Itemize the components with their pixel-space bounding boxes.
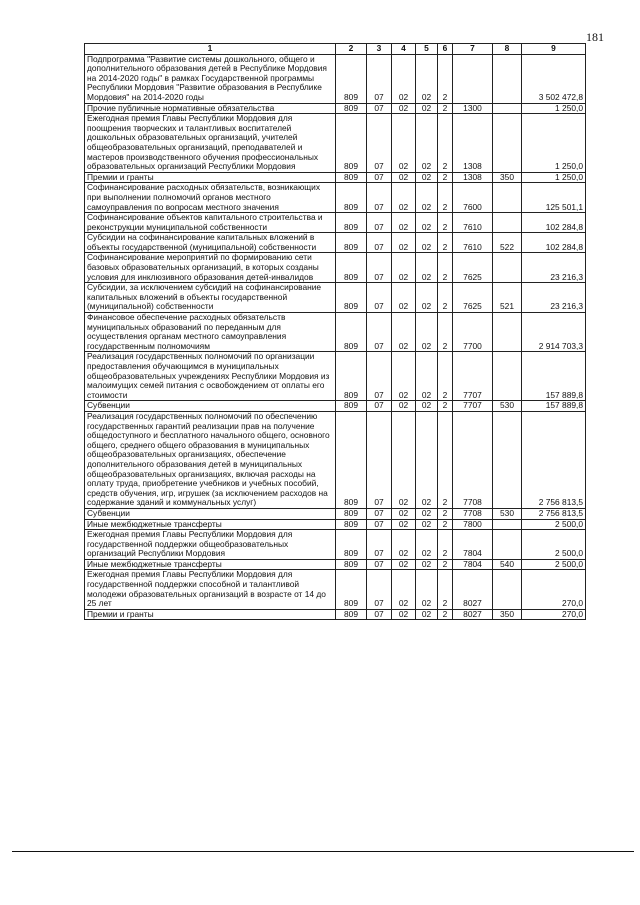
code-admin-cell: 809 bbox=[336, 411, 367, 508]
header-cell: 1 bbox=[85, 44, 336, 55]
code-admin-cell: 809 bbox=[336, 283, 367, 313]
code-subsection-cell: 02 bbox=[392, 114, 416, 173]
row-name-cell: Софинансирование расходных обязательств, возникающих при выполнении полномочий органов местного самоуправления по вопросам местного значения bbox=[85, 183, 336, 213]
code-subsection-cell: 02 bbox=[392, 559, 416, 570]
code-program-cell: 02 bbox=[416, 114, 438, 173]
code-expense-type-cell bbox=[493, 103, 522, 114]
code-admin-cell: 809 bbox=[336, 103, 367, 114]
table-row bbox=[85, 233, 586, 253]
code-subsection-cell: 02 bbox=[392, 609, 416, 620]
code-admin-cell: 809 bbox=[336, 530, 367, 560]
code-program-cell: 02 bbox=[416, 103, 438, 114]
code-program-cell: 02 bbox=[416, 183, 438, 213]
code-subsection-cell: 02 bbox=[392, 233, 416, 253]
code-direction-cell: 7600 bbox=[453, 183, 493, 213]
code-direction-cell: 1308 bbox=[453, 114, 493, 173]
row-name-cell: Подпрограмма "Развитие системы дошкольного, общего и дополнительного образования детей в Республике Мордовия на 2014-2020 годы" в рамках Государственной программы Республики Мордовия "Развитие образования в Республике Мордовия" на 2014-2020 годы bbox=[85, 54, 336, 103]
code-section-cell: 07 bbox=[367, 609, 392, 620]
code-program-cell: 02 bbox=[416, 508, 438, 519]
code-admin-cell: 809 bbox=[336, 559, 367, 570]
code-program-cell: 02 bbox=[416, 283, 438, 313]
header-cell: 2 bbox=[336, 44, 367, 55]
row-name-cell: Реализация государственных полномочий по организации предоставления обучающимся в муниципальных общеобразовательных учреждениях Республики Мордовия из малоимущих семей питания с освобождением от оплаты его стоимости bbox=[85, 352, 336, 401]
code-subsection-cell: 02 bbox=[392, 401, 416, 412]
code-expense-type-cell bbox=[493, 352, 522, 401]
code-program-cell: 02 bbox=[416, 233, 438, 253]
code-expense-type-cell bbox=[493, 411, 522, 508]
code-direction-cell: 7708 bbox=[453, 411, 493, 508]
row-name-cell: Субсидии на софинансирование капитальных вложений в объекты государственной (муниципальной) собственности bbox=[85, 233, 336, 253]
code-program-cell: 02 bbox=[416, 609, 438, 620]
code-direction-cell: 7610 bbox=[453, 233, 493, 253]
code-section-cell: 07 bbox=[367, 559, 392, 570]
code-subprogram-cell: 2 bbox=[438, 411, 453, 508]
code-direction-cell: 1300 bbox=[453, 103, 493, 114]
row-name-cell: Финансовое обеспечение расходных обязательств муниципальных образований по переданным для осуществления органам местного самоуправления государственным полномочиям bbox=[85, 313, 336, 352]
row-name-cell: Премии и гранты bbox=[85, 172, 336, 183]
table-row bbox=[85, 559, 586, 570]
code-direction-cell bbox=[453, 54, 493, 103]
table-row bbox=[85, 54, 586, 103]
code-program-cell: 02 bbox=[416, 313, 438, 352]
code-program-cell: 02 bbox=[416, 411, 438, 508]
code-subsection-cell: 02 bbox=[392, 213, 416, 233]
row-name-cell: Субвенции bbox=[85, 508, 336, 519]
code-expense-type-cell bbox=[493, 530, 522, 560]
amount-cell: 2 756 813,5 bbox=[522, 508, 586, 519]
code-expense-type-cell bbox=[493, 213, 522, 233]
table-row bbox=[85, 570, 586, 609]
amount-cell: 2 500,0 bbox=[522, 519, 586, 530]
code-section-cell: 07 bbox=[367, 352, 392, 401]
row-name-cell: Ежегодная премия Главы Республики Мордовия для государственной поддержки способной и талантливой молодежи образовательных организаций в возрасте от 14 до 25 лет bbox=[85, 570, 336, 609]
page-number: 181 bbox=[586, 30, 604, 44]
amount-cell: 1 250,0 bbox=[522, 103, 586, 114]
amount-cell: 1 250,0 bbox=[522, 114, 586, 173]
row-name-cell: Софинансирование мероприятий по формированию сети базовых образовательных организаций, в которых созданы условия для инклюзивного образования детей-инвалидов bbox=[85, 253, 336, 283]
amount-cell: 125 501,1 bbox=[522, 183, 586, 213]
code-section-cell: 07 bbox=[367, 570, 392, 609]
code-subprogram-cell: 2 bbox=[438, 519, 453, 530]
code-program-cell: 02 bbox=[416, 172, 438, 183]
code-admin-cell: 809 bbox=[336, 352, 367, 401]
code-program-cell: 02 bbox=[416, 570, 438, 609]
table-row bbox=[85, 609, 586, 620]
row-name-cell: Субсидии, за исключением субсидий на софинансирование капитальных вложений в объекты государственной (муниципальной) собственности bbox=[85, 283, 336, 313]
amount-cell: 1 250,0 bbox=[522, 172, 586, 183]
table-row bbox=[85, 253, 586, 283]
code-direction-cell: 8027 bbox=[453, 570, 493, 609]
code-section-cell: 07 bbox=[367, 54, 392, 103]
code-direction-cell: 7625 bbox=[453, 283, 493, 313]
row-name-cell: Ежегодная премия Главы Республики Мордовия для поощрения творческих и талантливых воспитателей дошкольных образовательных организаций, учителей общеобразовательных организаций, преподавателей и мастеров производственного обучения профессиональных образовательных организаций Республики Мордовия bbox=[85, 114, 336, 173]
code-expense-type-cell bbox=[493, 54, 522, 103]
code-subsection-cell: 02 bbox=[392, 519, 416, 530]
row-name-cell: Субвенции bbox=[85, 401, 336, 412]
header-cell: 9 bbox=[522, 44, 586, 55]
table-row bbox=[85, 172, 586, 183]
code-section-cell: 07 bbox=[367, 183, 392, 213]
code-section-cell: 07 bbox=[367, 401, 392, 412]
code-program-cell: 02 bbox=[416, 559, 438, 570]
code-section-cell: 07 bbox=[367, 530, 392, 560]
code-admin-cell: 809 bbox=[336, 570, 367, 609]
code-expense-type-cell bbox=[493, 183, 522, 213]
row-name-cell: Иные межбюджетные трансферты bbox=[85, 519, 336, 530]
code-direction-cell: 7610 bbox=[453, 213, 493, 233]
code-subprogram-cell: 2 bbox=[438, 352, 453, 401]
code-subsection-cell: 02 bbox=[392, 530, 416, 560]
code-direction-cell: 7707 bbox=[453, 352, 493, 401]
code-subprogram-cell: 2 bbox=[438, 253, 453, 283]
code-direction-cell: 7804 bbox=[453, 559, 493, 570]
code-expense-type-cell: 530 bbox=[493, 401, 522, 412]
row-name-cell: Премии и гранты bbox=[85, 609, 336, 620]
code-subprogram-cell: 2 bbox=[438, 54, 453, 103]
header-cell: 3 bbox=[367, 44, 392, 55]
code-program-cell: 02 bbox=[416, 401, 438, 412]
code-admin-cell: 809 bbox=[336, 609, 367, 620]
table-row bbox=[85, 213, 586, 233]
amount-cell: 157 889,8 bbox=[522, 401, 586, 412]
amount-cell: 2 500,0 bbox=[522, 530, 586, 560]
header-cell: 6 bbox=[438, 44, 453, 55]
code-subsection-cell: 02 bbox=[392, 172, 416, 183]
code-section-cell: 07 bbox=[367, 172, 392, 183]
code-section-cell: 07 bbox=[367, 411, 392, 508]
code-subprogram-cell: 2 bbox=[438, 401, 453, 412]
code-subprogram-cell: 2 bbox=[438, 313, 453, 352]
code-direction-cell: 1308 bbox=[453, 172, 493, 183]
code-expense-type-cell: 350 bbox=[493, 609, 522, 620]
table-row bbox=[85, 283, 586, 313]
code-section-cell: 07 bbox=[367, 213, 392, 233]
amount-cell: 2 500,0 bbox=[522, 559, 586, 570]
code-direction-cell: 7800 bbox=[453, 519, 493, 530]
code-program-cell: 02 bbox=[416, 519, 438, 530]
code-subprogram-cell: 2 bbox=[438, 103, 453, 114]
code-subsection-cell: 02 bbox=[392, 283, 416, 313]
code-subsection-cell: 02 bbox=[392, 313, 416, 352]
row-name-cell: Иные межбюджетные трансферты bbox=[85, 559, 336, 570]
code-direction-cell: 7625 bbox=[453, 253, 493, 283]
header-row bbox=[85, 44, 586, 55]
code-subprogram-cell: 2 bbox=[438, 213, 453, 233]
header-cell: 4 bbox=[392, 44, 416, 55]
code-direction-cell: 7804 bbox=[453, 530, 493, 560]
table-row bbox=[85, 313, 586, 352]
code-subsection-cell: 02 bbox=[392, 411, 416, 508]
table-row bbox=[85, 530, 586, 560]
code-program-cell: 02 bbox=[416, 54, 438, 103]
table-row bbox=[85, 519, 586, 530]
code-admin-cell: 809 bbox=[336, 233, 367, 253]
code-admin-cell: 809 bbox=[336, 172, 367, 183]
table-row bbox=[85, 508, 586, 519]
code-subprogram-cell: 2 bbox=[438, 114, 453, 173]
code-section-cell: 07 bbox=[367, 283, 392, 313]
amount-cell: 102 284,8 bbox=[522, 233, 586, 253]
row-name-cell: Ежегодная премия Главы Республики Мордовия для государственной поддержки общеобразовательных организаций Республики Мордовия bbox=[85, 530, 336, 560]
code-program-cell: 02 bbox=[416, 213, 438, 233]
code-section-cell: 07 bbox=[367, 114, 392, 173]
code-admin-cell: 809 bbox=[336, 213, 367, 233]
row-name-cell: Софинансирование объектов капитального строительства и реконструкции муниципальной собственности bbox=[85, 213, 336, 233]
code-program-cell: 02 bbox=[416, 530, 438, 560]
code-admin-cell: 809 bbox=[336, 401, 367, 412]
amount-cell: 270,0 bbox=[522, 609, 586, 620]
row-name-cell: Реализация государственных полномочий по обеспечению государственных гарантий реализации прав на получение общедоступного и бесплатного начального общего, основного общего, среднего общего образования в муниципальных общеобразовательных организациях, обеспечение дополнительного образования детей в муниципальных общеобразовательных организациях, включая расходы на оплату труда, приобретение учебников и учебных пособий, средств обучения, игр, игрушек (за исключением расходов на содержание зданий и коммунальных услуг) bbox=[85, 411, 336, 508]
code-direction-cell: 7700 bbox=[453, 313, 493, 352]
code-expense-type-cell bbox=[493, 253, 522, 283]
code-program-cell: 02 bbox=[416, 253, 438, 283]
code-section-cell: 07 bbox=[367, 233, 392, 253]
code-section-cell: 07 bbox=[367, 508, 392, 519]
code-expense-type-cell bbox=[493, 570, 522, 609]
amount-cell: 102 284,8 bbox=[522, 213, 586, 233]
code-expense-type-cell: 521 bbox=[493, 283, 522, 313]
row-name-cell: Прочие публичные нормативные обязательства bbox=[85, 103, 336, 114]
code-admin-cell: 809 bbox=[336, 313, 367, 352]
code-subprogram-cell: 2 bbox=[438, 559, 453, 570]
amount-cell: 3 502 472,8 bbox=[522, 54, 586, 103]
code-direction-cell: 7707 bbox=[453, 401, 493, 412]
code-admin-cell: 809 bbox=[336, 508, 367, 519]
amount-cell: 2 756 813,5 bbox=[522, 411, 586, 508]
code-expense-type-cell: 540 bbox=[493, 559, 522, 570]
code-section-cell: 07 bbox=[367, 253, 392, 283]
code-admin-cell: 809 bbox=[336, 183, 367, 213]
code-admin-cell: 809 bbox=[336, 114, 367, 173]
table-body bbox=[85, 54, 586, 620]
code-program-cell: 02 bbox=[416, 352, 438, 401]
header-cell: 7 bbox=[453, 44, 493, 55]
table-row bbox=[85, 411, 586, 508]
table-row bbox=[85, 183, 586, 213]
code-section-cell: 07 bbox=[367, 103, 392, 114]
page-bottom-rule bbox=[12, 851, 634, 852]
code-section-cell: 07 bbox=[367, 313, 392, 352]
code-subprogram-cell: 2 bbox=[438, 508, 453, 519]
code-direction-cell: 8027 bbox=[453, 609, 493, 620]
code-expense-type-cell: 530 bbox=[493, 508, 522, 519]
amount-cell: 2 914 703,3 bbox=[522, 313, 586, 352]
code-subsection-cell: 02 bbox=[392, 508, 416, 519]
code-admin-cell: 809 bbox=[336, 253, 367, 283]
code-subprogram-cell: 2 bbox=[438, 283, 453, 313]
budget-table bbox=[84, 43, 586, 620]
code-subprogram-cell: 2 bbox=[438, 172, 453, 183]
code-subsection-cell: 02 bbox=[392, 183, 416, 213]
code-expense-type-cell: 522 bbox=[493, 233, 522, 253]
code-admin-cell: 809 bbox=[336, 519, 367, 530]
code-subsection-cell: 02 bbox=[392, 54, 416, 103]
table-row bbox=[85, 352, 586, 401]
code-subsection-cell: 02 bbox=[392, 352, 416, 401]
amount-cell: 23 216,3 bbox=[522, 253, 586, 283]
code-expense-type-cell bbox=[493, 313, 522, 352]
amount-cell: 157 889,8 bbox=[522, 352, 586, 401]
code-subsection-cell: 02 bbox=[392, 570, 416, 609]
code-direction-cell: 7708 bbox=[453, 508, 493, 519]
code-expense-type-cell bbox=[493, 519, 522, 530]
amount-cell: 23 216,3 bbox=[522, 283, 586, 313]
header-cell: 5 bbox=[416, 44, 438, 55]
code-subprogram-cell: 2 bbox=[438, 530, 453, 560]
code-expense-type-cell bbox=[493, 114, 522, 173]
code-subprogram-cell: 2 bbox=[438, 609, 453, 620]
header-cell: 8 bbox=[493, 44, 522, 55]
code-subprogram-cell: 2 bbox=[438, 183, 453, 213]
table-row bbox=[85, 401, 586, 412]
code-subprogram-cell: 2 bbox=[438, 233, 453, 253]
code-subsection-cell: 02 bbox=[392, 103, 416, 114]
table-row bbox=[85, 114, 586, 173]
code-section-cell: 07 bbox=[367, 519, 392, 530]
code-expense-type-cell: 350 bbox=[493, 172, 522, 183]
amount-cell: 270,0 bbox=[522, 570, 586, 609]
code-subprogram-cell: 2 bbox=[438, 570, 453, 609]
table-row bbox=[85, 103, 586, 114]
code-subsection-cell: 02 bbox=[392, 253, 416, 283]
code-admin-cell: 809 bbox=[336, 54, 367, 103]
